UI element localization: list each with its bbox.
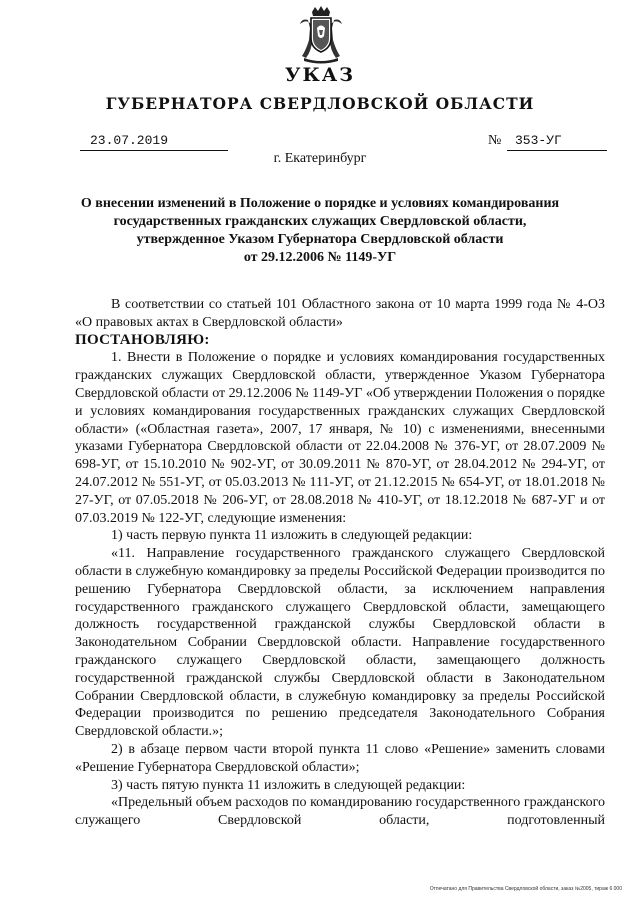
document-issuer: ГУБЕРНАТОРА СВЕРДЛОВСКОЙ ОБЛАСТИ xyxy=(105,94,535,113)
item-paragraph: 1. Внести в Положение о порядке и условиях командирования государственных гражданских служащих Свердловской области, утвержденное Указом Губернатора Свердловской области от 29.12.2006 № 1149-УГ «Об утверждении Положения о порядке и условиях командирования государственных гражданских служащих Свердловской области» («Областная газета», 2007, 17 января, № 10) с изменениями, внесенными указами Губернатора Свердловской области от 22.04.2008 № 376-УГ, от 28.07.2009 № 698-УГ, от 15.10.2010 № 902-УГ, от 30.09.2011 № 870-УГ, от 28.04.2012 № 294-УГ, от 24.07.2012 № 551-УГ, от 05.03.2013 № 111-УГ, от 21.12.2015 № 654-УГ, от 18.01.2018 № 27-УГ, от 07.05.2018 № 206-УГ, от 28.08.2018 № 410-УГ, от 18.12.2018 № 687-УГ и от 07.03.2019 № 122-УГ, следующие изменения: xyxy=(75,350,605,526)
subitem-paragraph: 3) часть пятую пункта 11 изложить в следующей редакции: xyxy=(111,777,466,793)
document-date: 23.07.2019 xyxy=(80,132,228,151)
heading-line: О внесении изменений в Положение о порядке и условиях командирования xyxy=(80,196,560,211)
quote-paragraph: «Предельный объем расходов по командированию государственного гражданского служащего Свердловской области, подготовленный xyxy=(75,795,605,829)
heading-line: от 29.12.2006 № 1149-УГ xyxy=(243,250,397,265)
preamble-paragraph: В соответствии со статьей 101 Областного закона от 10 марта 1999 года № 4-ОЗ «О правовых актах в Свердловской области» xyxy=(75,297,605,330)
document-body xyxy=(75,296,605,830)
heading-line: утвержденное Указом Губернатора Свердловской области xyxy=(136,232,504,247)
quote-paragraph: «11. Направление государственного гражданского служащего Свердловской области в служебную командировку за пределы Российской Федерации производится по решению Губернатора Свердловской области, за исключением направления государственного гражданского служащего Свердловской области, замещающего должность государственной гражданской службы Свердловской области в Законодательном Собрании Свердловской области. Направление государственного гражданского служащего Свердловской области, замещающего должность государственной гражданской службы Свердловской области в Законодательном Собрании Свердловской области, в служебную командировку за пределы Российской Федерации производится по решению председателя Законодательного Собрания Свердловской области.»; xyxy=(75,546,605,740)
decree-word: ПОСТАНОВЛЯЮ: xyxy=(75,331,210,348)
document-number: 353-УГ xyxy=(507,132,607,151)
number-sign: № xyxy=(488,133,502,148)
heading-line: государственных гражданских служащих Свердловской области, xyxy=(113,214,527,229)
document-city: г. Екатеринбург xyxy=(273,151,367,166)
document-title: УКАЗ xyxy=(285,64,355,86)
coat-of-arms-icon xyxy=(298,6,344,64)
subitem-paragraph: 2) в абзаце первом части второй пункта 11 слово «Решение» заменить словами «Решение Губернатора Свердловской области»; xyxy=(75,741,605,775)
document-heading xyxy=(70,195,570,267)
print-footer: Отпечатано для Правительства Свердловской области, заказ №2005, тираж 6 000 xyxy=(429,886,622,892)
subitem-paragraph: 1) часть первую пункта 11 изложить в следующей редакции: xyxy=(111,528,473,544)
